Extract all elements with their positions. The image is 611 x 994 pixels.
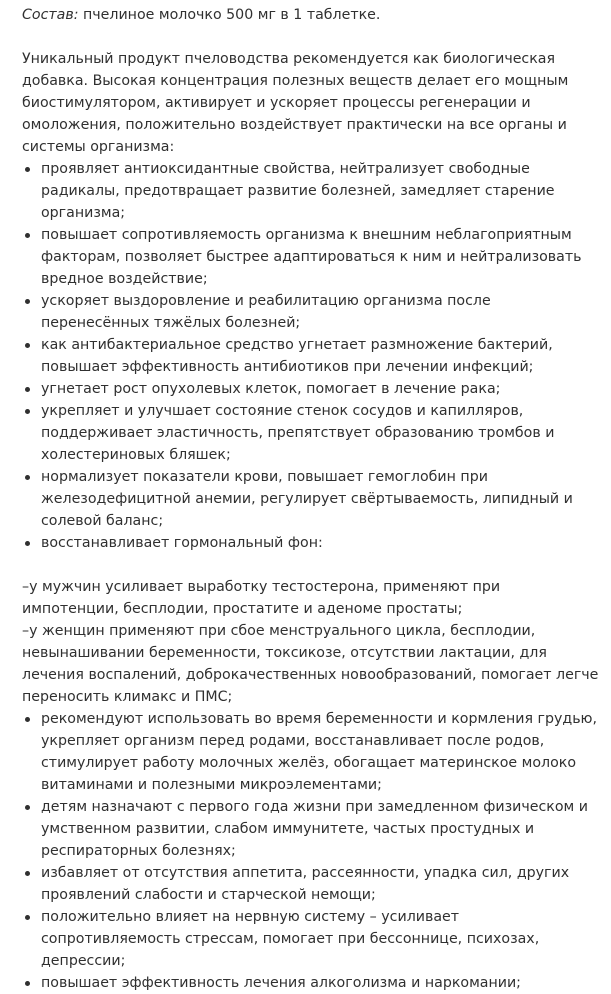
list-item: положительно влияет на нервную систему – усиливает сопротивляемость стрессам, помогает при бессоннице, психозах, депрессии; [22,906,601,972]
list-item: повышает сопротивляемость организма к внешним неблагоприятным факторам, позволяет быстрее адаптироваться к ним и нейтрализовать вредное воздействие; [22,224,601,290]
men-paragraph: –у мужчин усиливает выработку тестостерона, применяют при импотенции, бесплодии, простатите и аденоме простаты; [22,579,501,617]
women-paragraph: –у женщин применяют при сбое менструального цикла, бесплодии, невынашивании беременности, токсикозе, отсутствии лактации, для лечения воспалений, доброкачественных новообразований, помогает легче переносить климакс и ПМС; [22,623,599,705]
list-item: проявляет антиоксидантные свойства, нейтрализует свободные радикалы, предотвращает развитие болезней, замедляет старение организма; [22,158,601,224]
composition-line [22,4,601,26]
list-item: избавляет от отсутствия аппетита, рассеянности, упадка сил, других проявлений слабости и старческой немощи; [22,862,601,906]
list-item: укрепляет и улучшает состояние стенок сосудов и капилляров, поддерживает эластичность, препятствует образованию тромбов и холестериновых бляшек; [22,400,601,466]
composition-text: пчелиное молочко 500 мг в 1 таблетке. [78,7,381,23]
intro-paragraph: Уникальный продукт пчеловодства рекомендуется как биологическая добавка. Высокая концентрация полезных веществ делает его мощным биостимулятором, активирует и ускоряет процессы регенерации и омоложения, положительно воздействует практически на все органы и системы организма: [22,51,569,155]
list-item: ускоряет выздоровление и реабилитацию организма после перенесённых тяжёлых болезней; [22,290,601,334]
list-item: нормализует показатели крови, повышает гемоглобин при железодефицитной анемии, регулирует свёртываемость, липидный и солевой баланс; [22,466,601,532]
list-item: рекомендуют использовать во время беременности и кормления грудью, укрепляет организм перед родами, восстанавливает после родов, стимулирует работу молочных желёз, обогащает материнское молоко витаминами и полезными микроэлементами; [22,708,601,796]
list-item: угнетает рост опухолевых клеток, помогает в лечение рака; [22,378,601,400]
list-item: детям назначают с первого года жизни при замедленном физическом и умственном развитии, слабом иммунитете, частых простудных и респираторных болезнях; [22,796,601,862]
list-item: восстанавливает гормональный фон: [22,532,601,554]
list-item: повышает эффективность лечения алкоголизма и наркомании; [22,972,601,994]
composition-label: Состав: [22,7,79,23]
list-item: как антибактериальное средство угнетает размножение бактерий, повышает эффективность антибиотиков при лечении инфекций; [22,334,601,378]
benefits-list [22,158,601,554]
benefits-list-continued [22,708,601,994]
spacer [22,554,601,576]
